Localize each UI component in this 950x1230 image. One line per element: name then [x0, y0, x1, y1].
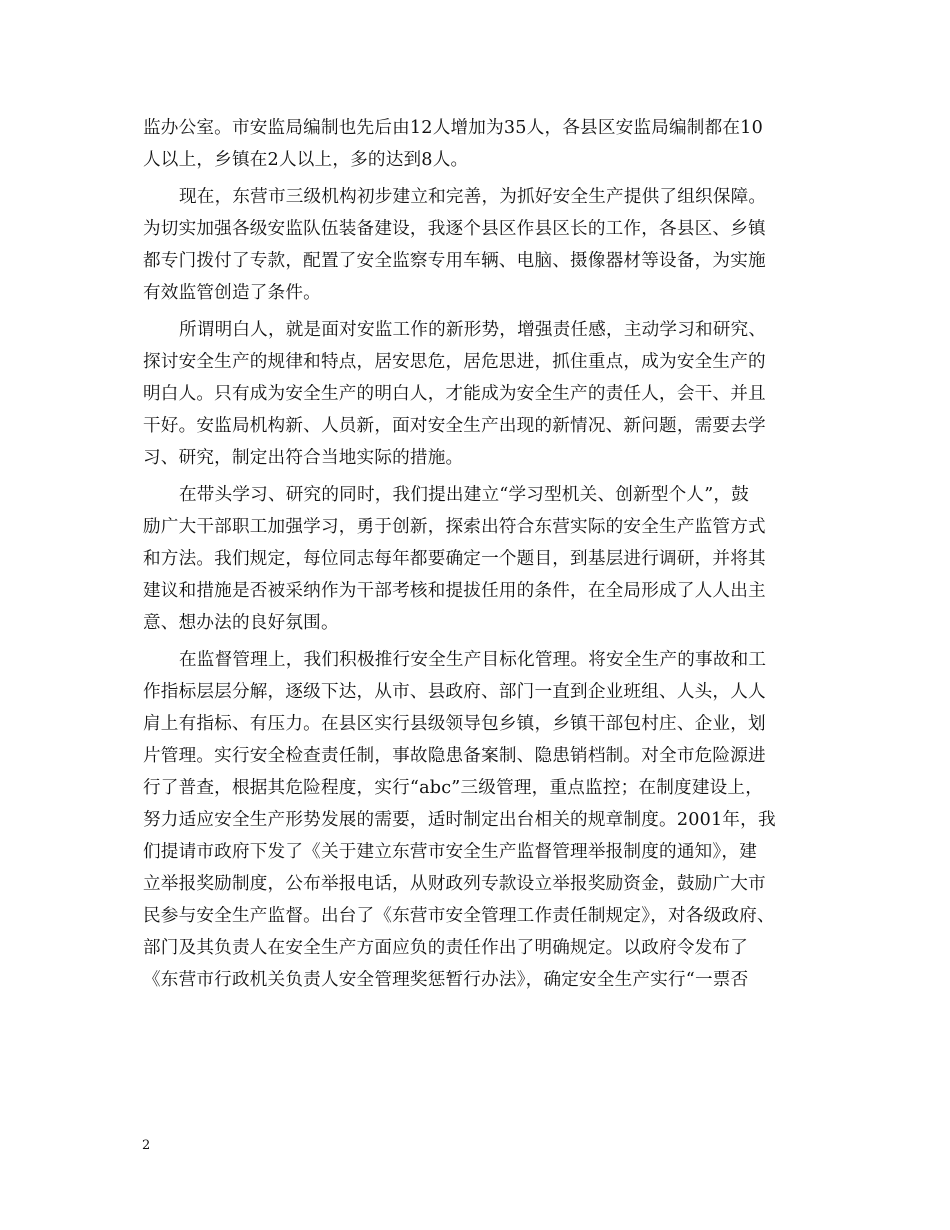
text-line: 探讨安全生产的规律和特点，居安思危，居危思进，抓住重点，成为安全生产的: [143, 352, 766, 372]
text-line: 明白人。只有成为安全生产的明白人，才能成为安全生产的责任人，会干、并且: [143, 384, 766, 404]
text-line: 部门及其负责人在安全生产方面应负的责任作出了明确规定。以政府令发布了: [143, 938, 748, 958]
text-line: 作指标层层分解，逐级下达，从市、县政府、部门一直到企业班组、人头，人人: [143, 682, 766, 702]
text-line: 们提请市政府下发了《关于建立东营市安全生产监督管理举报制度的通知》，建: [143, 842, 757, 862]
text-line: 肩上有指标、有压力。在县区实行县级领导包乡镇，乡镇干部包村庄、企业，划: [143, 714, 766, 734]
text-line: 片管理。实行安全检查责任制，事故隐患备案制、隐患销档制。对全市危险源进: [143, 746, 766, 766]
text-line: 《东营市行政机关负责人安全管理奖惩暂行办法》，确定安全生产实行“一票否: [143, 970, 749, 990]
text-line: 都专门拨付了专款，配置了安全监察专用车辆、电脑、摄像器材等设备，为实施: [143, 251, 766, 271]
text-line: 人以上，乡镇在2人以上，多的达到8人。: [143, 150, 469, 170]
text-line: 民参与安全生产监督。出台了《东营市安全管理工作责任制规定》，对各级政府、: [143, 906, 775, 926]
text-line: 和方法。我们规定，每位同志每年都要确定一个题目，到基层进行调研，并将其: [143, 549, 766, 569]
text-line: 习、研究，制定出符合当地实际的措施。: [143, 448, 464, 468]
page-number: 2: [142, 1138, 151, 1153]
text-line: 监办公室。市安监局编制也先后由12人增加为35人，各县区安监局编制都在10: [143, 118, 763, 138]
text-line: 努力适应安全生产形势发展的需要，适时制定出台相关的规章制度。2001年，我: [143, 810, 776, 830]
text-line: 立举报奖励制度，公布举报电话，从财政列专款设立举报奖励资金，鼓励广大市: [143, 874, 766, 894]
text-line: 有效监管创造了条件。: [143, 283, 321, 303]
text-line: 干好。安监局机构新、人员新，面对安全生产出现的新情况、新问题，需要去学: [143, 416, 766, 436]
paragraph-first-line: 在带头学习、研究的同时，我们提出建立“学习型机关、创新型个人”，鼓: [179, 485, 749, 505]
paragraph-first-line: 在监督管理上，我们积极推行安全生产目标化管理。将安全生产的事故和工: [179, 650, 767, 670]
text-line: 行了普查，根据其危险程度，实行“abc”三级管理，重点监控；在制度建设上，: [143, 778, 763, 798]
text-line: 建议和措施是否被采纳作为干部考核和提拔任用的条件，在全局形成了人人出主: [143, 581, 766, 601]
paragraph-first-line: 现在，东营市三级机构初步建立和完善，为抓好安全生产提供了组织保障。: [179, 187, 767, 207]
body-text: [143, 112, 813, 996]
text-line: 励广大干部职工加强学习，勇于创新，探索出符合东营实际的安全生产监管方式: [143, 517, 766, 537]
text-line: 意、想办法的良好氛围。: [143, 613, 339, 633]
paragraph-first-line: 所谓明白人，就是面对安监工作的新形势，增强责任感，主动学习和研究、: [179, 320, 767, 340]
text-line: 为切实加强各级安监队伍装备建设，我逐个县区作县区长的工作，各县区、乡镇: [143, 219, 766, 239]
